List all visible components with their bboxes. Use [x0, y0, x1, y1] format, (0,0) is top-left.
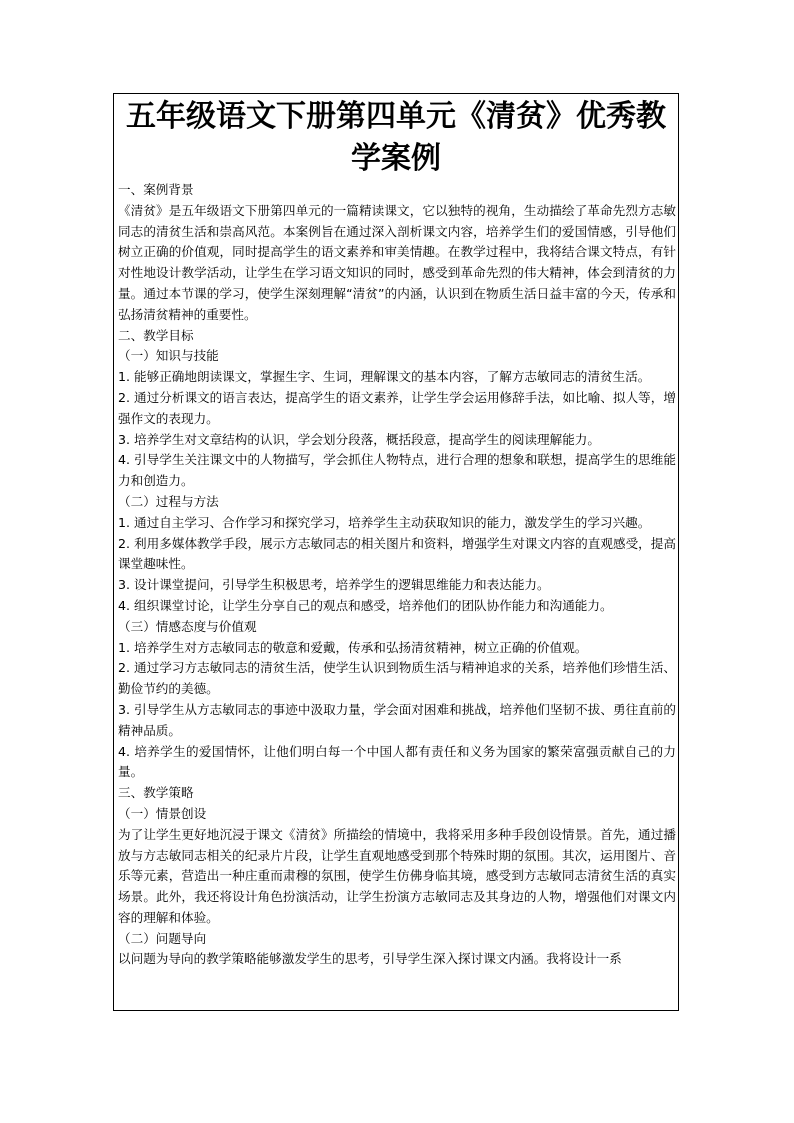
- document-body: [114, 180, 678, 970]
- goal-item: 1. 能够正确地朗读课文，掌握生字、生词，理解课文的基本内容，了解方志敏同志的清贫生活。: [118, 369, 651, 385]
- subheading-problem-oriented: （二）问题导向: [118, 930, 207, 946]
- heading-case-background: 一、案例背景: [118, 182, 194, 197]
- paragraph-scenario: 为了让学生更好地沉浸于课文《清贫》所描绘的情境中，我将采用多种手段创设情景。首先，通过播放与方志敏同志相关的纪录片片段，让学生直观地感受到那个特殊时期的氛围。其次，运用图片、音乐等元素，营造出一种庄重而肃穆的氛围，使学生仿佛身临其境，感受到方志敏同志清贫生活的真实场景。此外，我还将设计角色扮演活动，让学生扮演方志敏同志及其身边的人物，增强他们对课文内容的理解和体验。: [118, 826, 676, 925]
- goal-item: 4. 培养学生的爱国情怀，让他们明白每一个中国人都有责任和义务为国家的繁荣富强贡献自己的力量。: [118, 743, 676, 780]
- subheading-process-methods: （二）过程与方法: [118, 493, 219, 509]
- document-title: 五年级语文下册第四单元《清贫》优秀教学案例: [126, 99, 666, 176]
- subheading-knowledge-skills: （一）知识与技能: [118, 348, 219, 364]
- subheading-emotion-values: （三）情感态度与价值观: [118, 618, 257, 634]
- heading-teaching-goals: 二、教学目标: [118, 327, 194, 343]
- goal-item: 3. 引导学生从方志敏同志的事迹中汲取力量，学会面对困难和挑战，培养他们坚韧不拔、勇往直前的精神品质。: [118, 701, 676, 738]
- goal-item: 2. 通过学习方志敏同志的清贫生活，使学生认识到物质生活与精神追求的关系，培养他们珍惜生活、勤俭节约的美德。: [118, 660, 676, 697]
- document-frame: [113, 93, 679, 1011]
- goal-item: 4. 组织课堂讨论，让学生分享自己的观点和感受，培养他们的团队协作能力和沟通能力。: [118, 597, 613, 613]
- goal-item: 2. 通过分析课文的语言表达，提高学生的语文素养，让学生学会运用修辞手法，如比喻、拟人等，增强作文的表现力。: [118, 389, 676, 426]
- goal-item: 3. 设计课堂提问，引导学生积极思考，培养学生的逻辑思维能力和表达能力。: [118, 577, 550, 593]
- goal-item: 2. 利用多媒体教学手段，展示方志敏同志的相关图片和资料，增强学生对课文内容的直观感受，提高课堂趣味性。: [118, 535, 676, 572]
- goal-item: 4. 引导学生关注课文中的人物描写，学会抓住人物特点，进行合理的想象和联想，提高学生的思维能力和创造力。: [118, 452, 676, 489]
- goal-item: 1. 培养学生对方志敏同志的敬意和爱戴，传承和弘扬清贫精神，树立正确的价值观。: [118, 639, 588, 655]
- goal-item: 3. 培养学生对文章结构的认识，学会划分段落，概括段意，提高学生的阅读理解能力。: [118, 431, 600, 447]
- subheading-scenario: （一）情景创设: [118, 805, 207, 821]
- paragraph-background: 《清贫》是五年级语文下册第四单元的一篇精读课文，它以独特的视角，生动描绘了革命先烈方志敏同志的清贫生活和崇高风范。本案例旨在通过深入剖析课文内容，培养学生们的爱国情感，引导他们树立正确的价值观，同时提高学生的语文素养和审美情趣。在教学过程中，我将结合课文特点，有针对性地设计教学活动，让学生在学习语文知识的同时，感受到革命先烈的伟大精神，体会到清贫的力量。通过本节课的学习，使学生深刻理解“清贫”的内涵，认识到在物质生活日益丰富的今天，传承和弘扬清贫精神的重要性。: [118, 202, 676, 322]
- goal-item: 1. 通过自主学习、合作学习和探究学习，培养学生主动获取知识的能力，激发学生的学习兴趣。: [118, 514, 651, 530]
- heading-teaching-strategy: 三、教学策略: [118, 785, 194, 801]
- paragraph-problem-oriented: 以问题为导向的教学策略能够激发学生的思考，引导学生深入探讨课文内涵。我将设计一系: [118, 951, 622, 967]
